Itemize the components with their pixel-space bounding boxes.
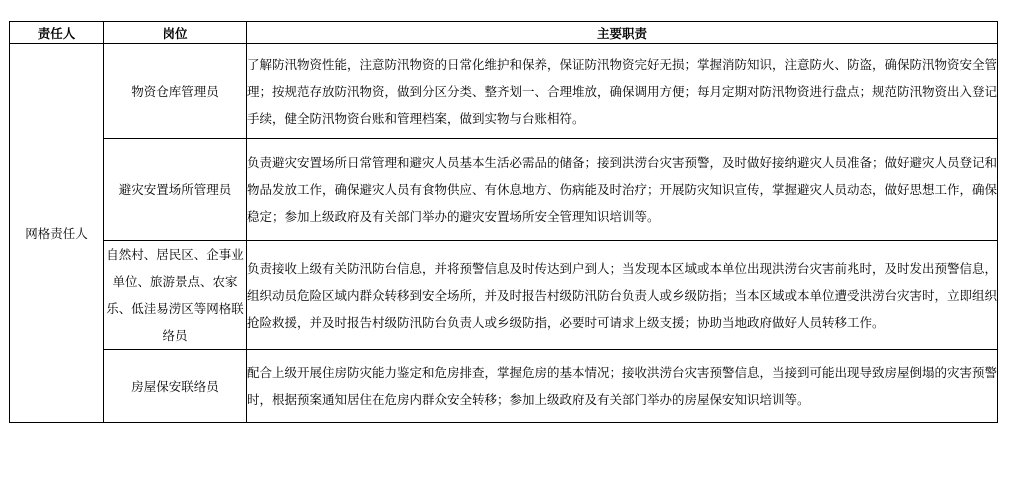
header-post: 岗位 (104, 22, 247, 44)
duty-cell: 了解防汛物资性能，注意防汛物资的日常化维护和保养，保证防汛物资完好无损；掌握消防知识，注意防火、防盗，确保防汛物资安全管理；按规范存放防汛物资，做到分区分类、整齐划一、合理堆放，确保调用方便；每月定期对防汛物资进行盘点；规范防汛物资出入登记手续，健全防汛物资台账和管理档案，做到实物与台账相符。 (247, 44, 998, 139)
table-row (10, 241, 998, 350)
duty-cell: 负责避灾安置场所日常管理和避灾人员基本生活必需品的储备；接到洪涝台灾害预警，及时做好接纳避灾人员准备；做好避灾人员登记和物品发放工作，确保避灾人员有食物供应、有休息地方、伤病能及时治疗；开展防灾知识宣传，掌握避灾人员动态，做好思想工作，确保稳定；参加上级政府及有关部门举办的避灾安置场所安全管理知识培训等。 (247, 139, 998, 241)
post-cell: 避灾安置场所管理员 (104, 139, 247, 241)
duty-cell: 配合上级开展住房防灾能力鉴定和危房排查，掌握危房的基本情况；接收洪涝台灾害预警信息，当接到可能出现导致房屋倒塌的灾害预警时，根据预案通知居住在危房内群众安全转移；参加上级政府及有关部门举办的房屋保安知识培训等。 (247, 350, 998, 423)
table-row (10, 44, 998, 139)
table-row (10, 139, 998, 241)
header-row (10, 22, 998, 44)
header-owner: 责任人 (10, 22, 104, 44)
post-cell: 物资仓库管理员 (104, 44, 247, 139)
responsibility-table (9, 21, 998, 423)
owner-group-cell: 网格责任人 (10, 44, 104, 423)
post-cell: 房屋保安联络员 (104, 350, 247, 423)
duty-cell: 负责接收上级有关防汛防台信息，并将预警信息及时传达到户到人；当发现本区域或本单位出现洪涝台灾害前兆时，及时发出预警信息，组织动员危险区域内群众转移到安全场所，并及时报告村级防汛防台负责人或乡级防指；当本区域或本单位遭受洪涝台灾害时，立即组织抢险救援，并及时报告村级防汛防台负责人或乡级防指，必要时可请求上级支援；协助当地政府做好人员转移工作。 (247, 241, 998, 350)
post-cell: 自然村、居民区、企事业单位、旅游景点、农家乐、低洼易涝区等网格联络员 (104, 241, 247, 350)
table-row (10, 350, 998, 423)
header-duty: 主要职责 (247, 22, 998, 44)
